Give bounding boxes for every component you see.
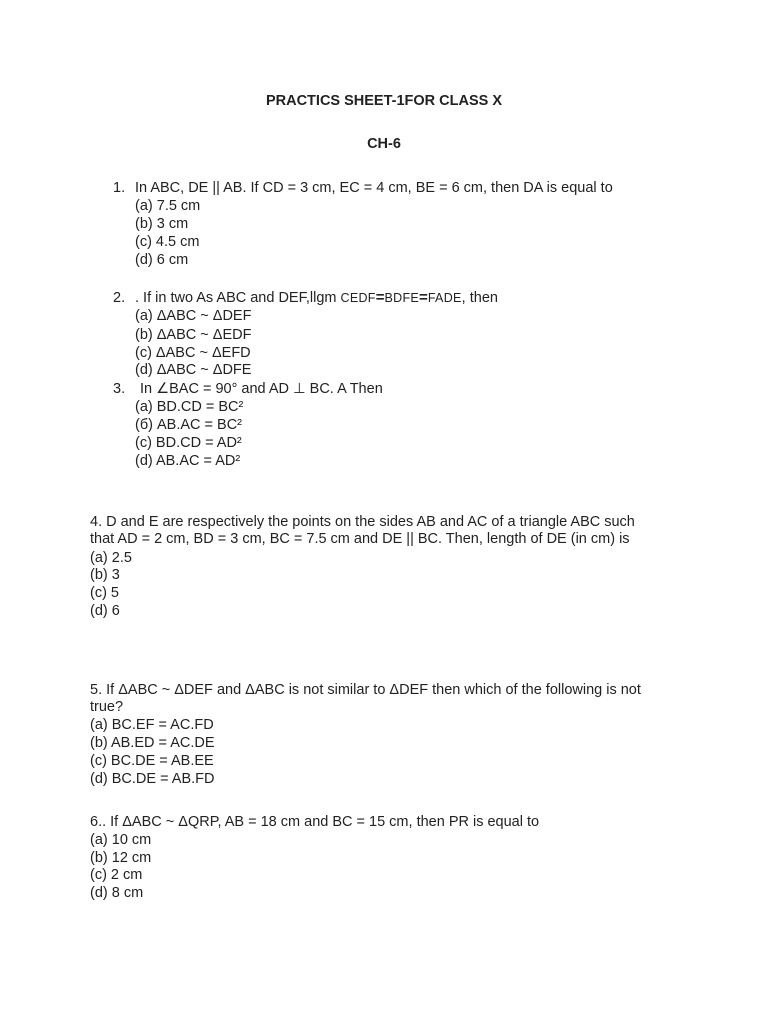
- page-title: PRACTICS SHEET-1FOR CLASS X: [265, 93, 503, 109]
- question-2-option-a: (a) ΔABC ~ ΔDEF: [135, 308, 252, 324]
- question-3-text: In ∠BAC = 90° and AD ⊥ BC. A Then: [140, 381, 383, 397]
- question-3-option-c: (c) BD.CD = AD²: [135, 435, 242, 451]
- chapter-heading: CH-6: [367, 136, 401, 152]
- question-4-option-a: (a) 2.5: [90, 550, 132, 566]
- question-6-text: 6.. If ΔABC ~ ΔQRP, AB = 18 cm and BC = 15 cm, then PR is equal to: [90, 814, 540, 830]
- question-5-text-line-1: 5. If ΔABC ~ ΔDEF and ΔABC is not similar to ΔDEF then which of the following is not: [90, 682, 641, 698]
- question-1-option-d: (d) 6 cm: [135, 252, 189, 268]
- question-2-text-end: , then: [461, 290, 498, 306]
- question-5-option-a: (a) BC.EF = AC.FD: [90, 717, 214, 733]
- question-1-option-a: (a) 7.5 cm: [135, 198, 201, 214]
- question-5-text-line-2: true?: [90, 699, 124, 715]
- question-6-option-a: (a) 10 cm: [90, 832, 152, 848]
- question-3-option-a: (a) BD.CD = BC²: [135, 399, 244, 415]
- ratio-bdfe: BDFE: [384, 291, 420, 305]
- question-6-option-d: (d) 8 cm: [90, 885, 144, 901]
- ratio-cedf: CEDF: [340, 291, 376, 305]
- question-3-option-b: (б) AB.AC = BC²: [135, 417, 243, 433]
- question-1-text: In ABC, DE || AB. If CD = 3 cm, EC = 4 cm, BE = 6 cm, then DA is equal to: [135, 180, 613, 196]
- ratio-fade: FADE: [427, 291, 462, 305]
- question-6-option-c: (c) 2 cm: [90, 867, 143, 883]
- question-2-text-start: . If in two As ABC and DEF,llgm: [135, 290, 341, 306]
- question-5-option-b: (b) AB.ED = AC.DE: [90, 735, 215, 751]
- question-4-option-d: (d) 6: [90, 603, 120, 619]
- question-2-number: 2.: [113, 290, 126, 306]
- question-3-option-d: (d) AB.AC = AD²: [135, 453, 241, 469]
- question-4-option-b: (b) 3: [90, 567, 120, 583]
- question-5-option-d: (d) BC.DE = AB.FD: [90, 771, 215, 787]
- question-2-option-c: (c) ΔABC ~ ΔEFD: [135, 345, 251, 361]
- question-2-option-b: (b) ΔABC ~ ΔEDF: [135, 327, 252, 343]
- question-1-option-b: (b) 3 cm: [135, 216, 189, 232]
- question-4-text-line-2: that AD = 2 cm, BD = 3 cm, BC = 7.5 cm and DE || BC. Then, length of DE (in cm) is: [90, 531, 630, 547]
- equals-sign-1: =: [375, 289, 385, 306]
- question-3-number: 3.: [113, 381, 126, 397]
- question-1-option-c: (c) 4.5 cm: [135, 234, 200, 250]
- question-4-text-line-1: 4. D and E are respectively the points on the sides AB and AC of a triangle ABC such: [90, 514, 635, 530]
- equals-sign-2: =: [419, 289, 428, 306]
- question-5-option-c: (c) BC.DE = AB.EE: [90, 753, 214, 769]
- question-2-option-d: (d) ΔABC ~ ΔDFE: [135, 362, 252, 378]
- question-4-option-c: (c) 5: [90, 585, 119, 601]
- question-6-option-b: (b) 12 cm: [90, 850, 152, 866]
- question-1-number: 1.: [113, 180, 126, 196]
- question-2-text: [135, 289, 498, 307]
